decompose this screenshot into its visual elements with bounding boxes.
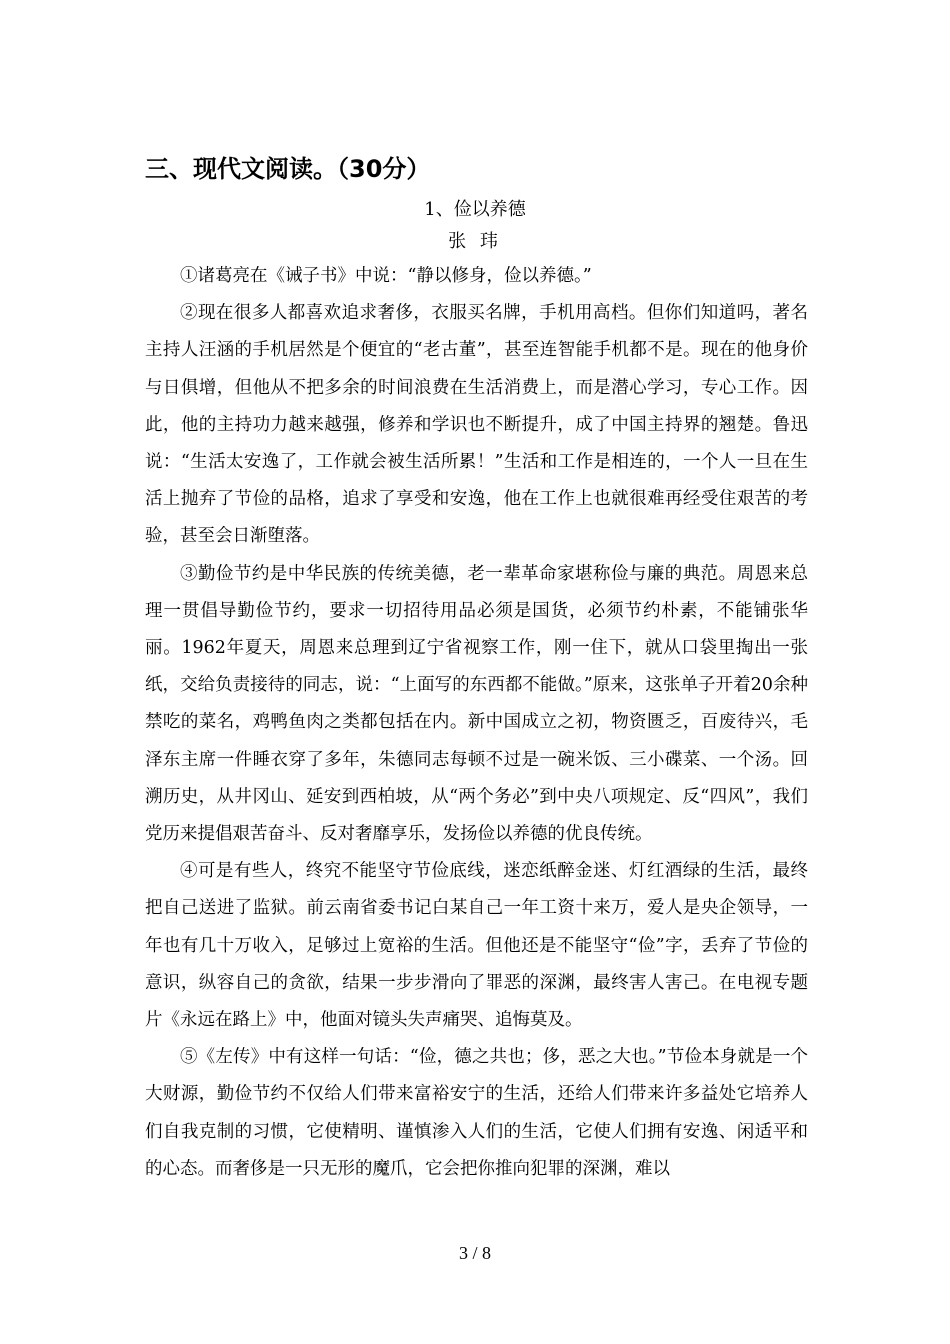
article-title: 1、俭以养德: [424, 199, 526, 220]
article-author: 张 玮: [448, 231, 502, 252]
paragraph-3: ③勤俭节约是中华民族的传统美德，老一辈革命家堪称俭与廉的典范。周恩来总理一贯倡导勤俭节约，要求一切招待用品必须是国货，必须节约朴素，不能铺张华丽。1962年夏天，周恩来总理到辽宁省视察工作，刚一住下，就从口袋里掏出一张纸，交给负责接待的同志，说：“上面写的东西都不能做。”原来，这张单子开着20余种禁吃的菜名，鸡鸭鱼肉之类都包括在内。新中国成立之初，物资匮乏，百废待兴，毛泽东主席一件睡衣穿了多年，朱德同志每顿不过是一碗米饭、三小碟菜、一个汤。回溯历史，从井冈山、延安到西柏坡，从“两个务必”到中央八项规定、反“四风”，我们党历来提倡艰苦奋斗、反对奢靡享乐，发扬俭以养德的优良传统。: [145, 563, 808, 845]
paragraph-4: ④可是有些人，终究不能坚守节俭底线，迷恋纸醉金迷、灯红酒绿的生活，最终把自己送进了监狱。前云南省委书记白某自己一年工资十来万，爱人是央企领导，一年也有几十万收入，足够过上宽裕的生活。但他还是不能坚守“俭”字，丢弃了节俭的意识，纵容自己的贪欲，结果一步步滑向了罪恶的深渊，最终害人害己。在电视专题片《永远在路上》中，他面对镜头失声痛哭、追悔莫及。: [145, 861, 808, 1031]
article-body: [145, 258, 808, 1188]
section-heading: 三、现代文阅读。（30分）: [145, 155, 431, 183]
page-number: 3 / 8: [458, 1243, 491, 1263]
paragraph-1: ①诸葛亮在《诫子书》中说：“静以修身，俭以养德。”: [180, 266, 592, 286]
paragraph-5: ⑤《左传》中有这样一句话：“俭，德之共也；侈，恶之大也。”节俭本身就是一个大财源，勤俭节约不仅给人们带来富裕安宁的生活，还给人们带来许多益处它培养人们自我克制的习惯，它使精明、谨慎渗入人们的生活，它使人们拥有安逸、闲适平和的心态。而奢侈是一只无形的魔爪，它会把你推向犯罪的深渊，难以: [145, 1047, 808, 1179]
paragraph-2: ②现在很多人都喜欢追求奢侈，衣服买名牌，手机用高档。但你们知道吗，著名主持人汪涵的手机居然是个便宜的“老古董”，甚至连智能手机都不是。现在的他身价与日俱增，但他从不把多余的时间浪费在生活消费上，而是潜心学习，专心工作。因此，他的主持功力越来越强，修养和学识也不断提升，成了中国主持界的翘楚。鲁迅说：“生活太安逸了，工作就会被生活所累！”生活和工作是相连的，一个人一旦在生活上抛弃了节俭的品格，追求了享受和安逸，他在工作上也就很难再经受住艰苦的考验，甚至会日渐堕落。: [145, 303, 808, 547]
